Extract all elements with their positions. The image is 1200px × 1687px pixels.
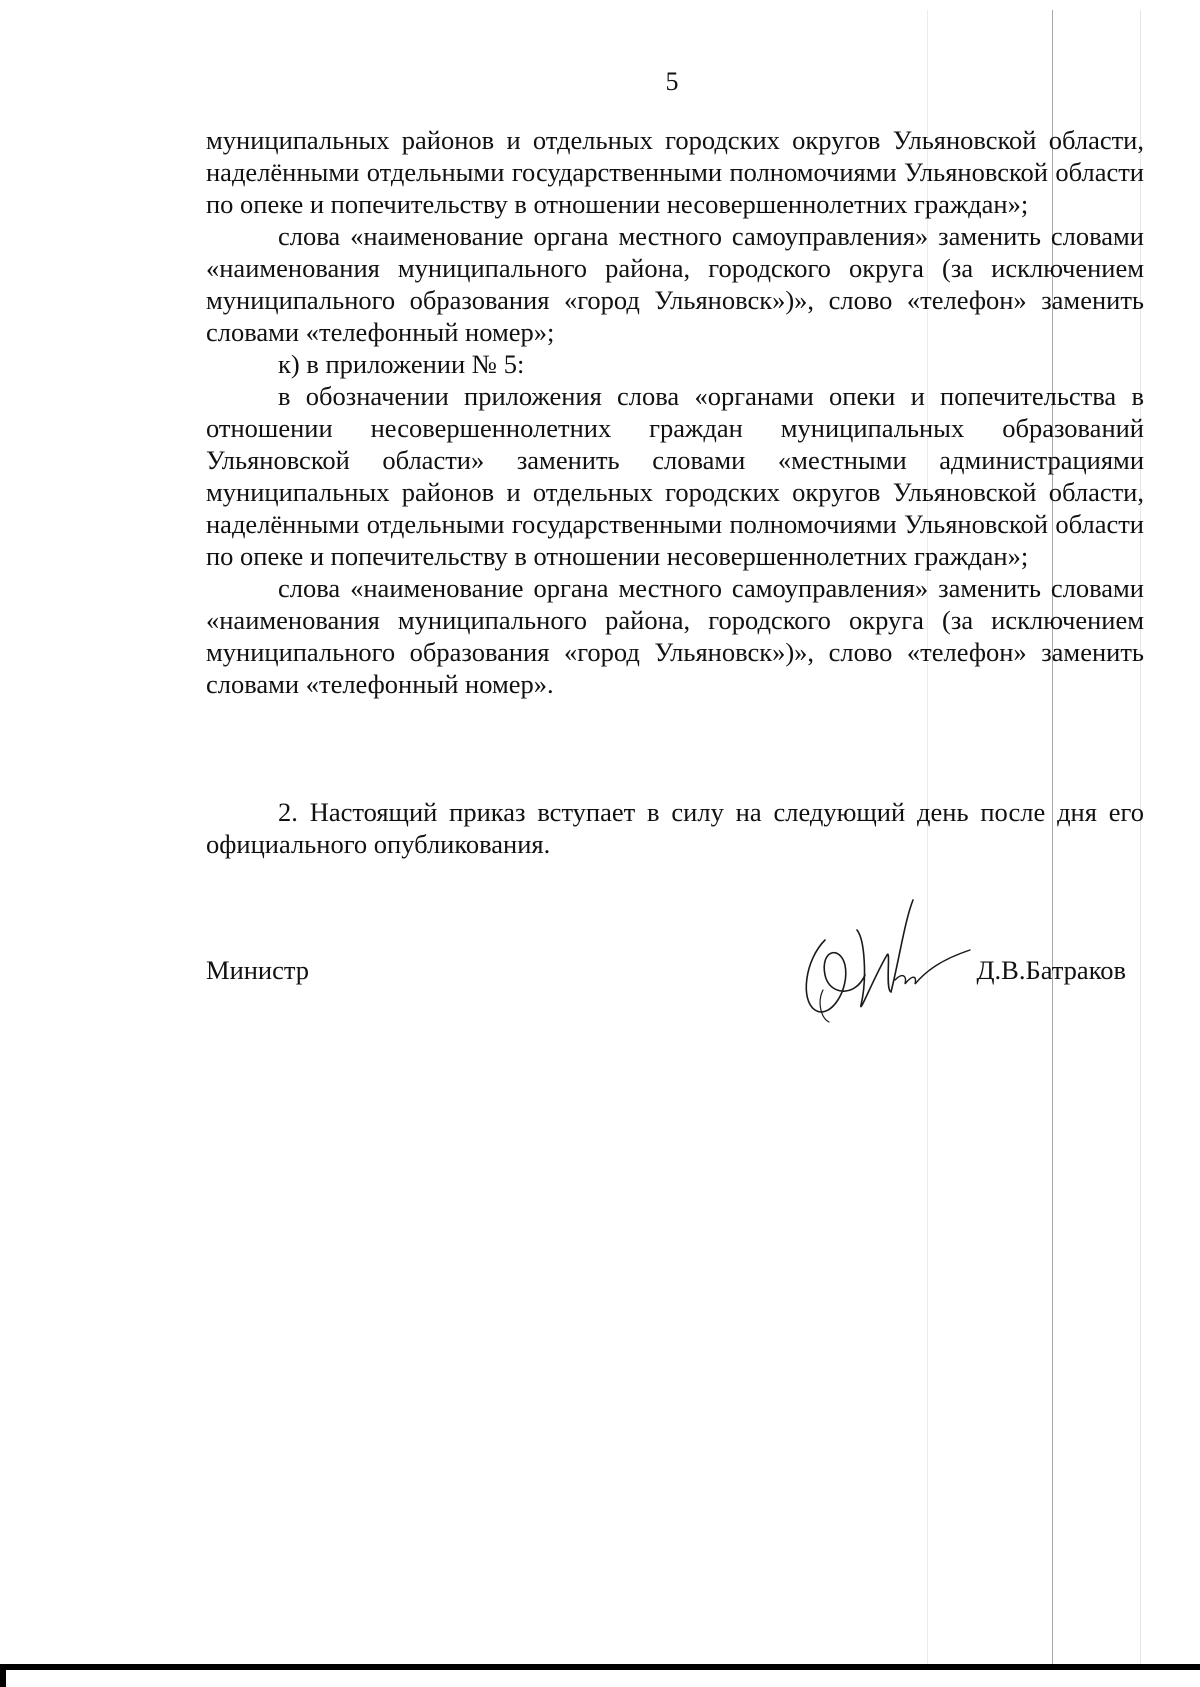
body-text-bottom <box>206 796 1144 860</box>
signer-name: Д.В.Батраков <box>976 955 1126 985</box>
handwritten-signature-image <box>795 880 975 1030</box>
paragraph: слова «наименование органа местного самоуправления» заменить словами «наименования муниципального района, городского округа (за исключением муниципального образования «город Ульяновск»)», слово «телефон» заменить словами «телефонный номер». <box>206 573 1144 699</box>
signer-title: Министр <box>206 955 310 985</box>
paragraph: к) в приложении № 5: <box>278 349 525 379</box>
page-number: 5 <box>665 67 679 96</box>
paragraph: 2. Настоящий приказ вступает в силу на следующий день после дня его официального опубликования. <box>206 797 1144 859</box>
signature-block <box>206 954 1144 1014</box>
scan-border-corner <box>0 1664 6 1687</box>
paragraph: муниципальных районов и отдельных городских округов Ульяновской области, наделёнными отдельными государственными полномочиями Ульяновской области по опеке и попечительству в отношении несовершеннолетних граждан»; <box>206 125 1144 219</box>
paragraph: в обозначении приложения слова «органами опеки и попечительства в отношении несовершеннолетних граждан муниципальных образований Ульяновской области» заменить словами «местными администрациями муниципальных районов и отдельных городских округов Ульяновской области, наделёнными отдельными государственными полномочиями Ульяновской области по опеке и попечительству в отношении несовершеннолетних граждан»; <box>206 381 1144 571</box>
paragraph: слова «наименование органа местного самоуправления» заменить словами «наименования муниципального района, городского округа (за исключением муниципального образования «город Ульяновск»)», слово «телефон» заменить словами «телефонный номер»; <box>206 221 1144 347</box>
scan-border-bottom <box>0 1664 1200 1670</box>
body-text-top <box>206 124 1144 700</box>
